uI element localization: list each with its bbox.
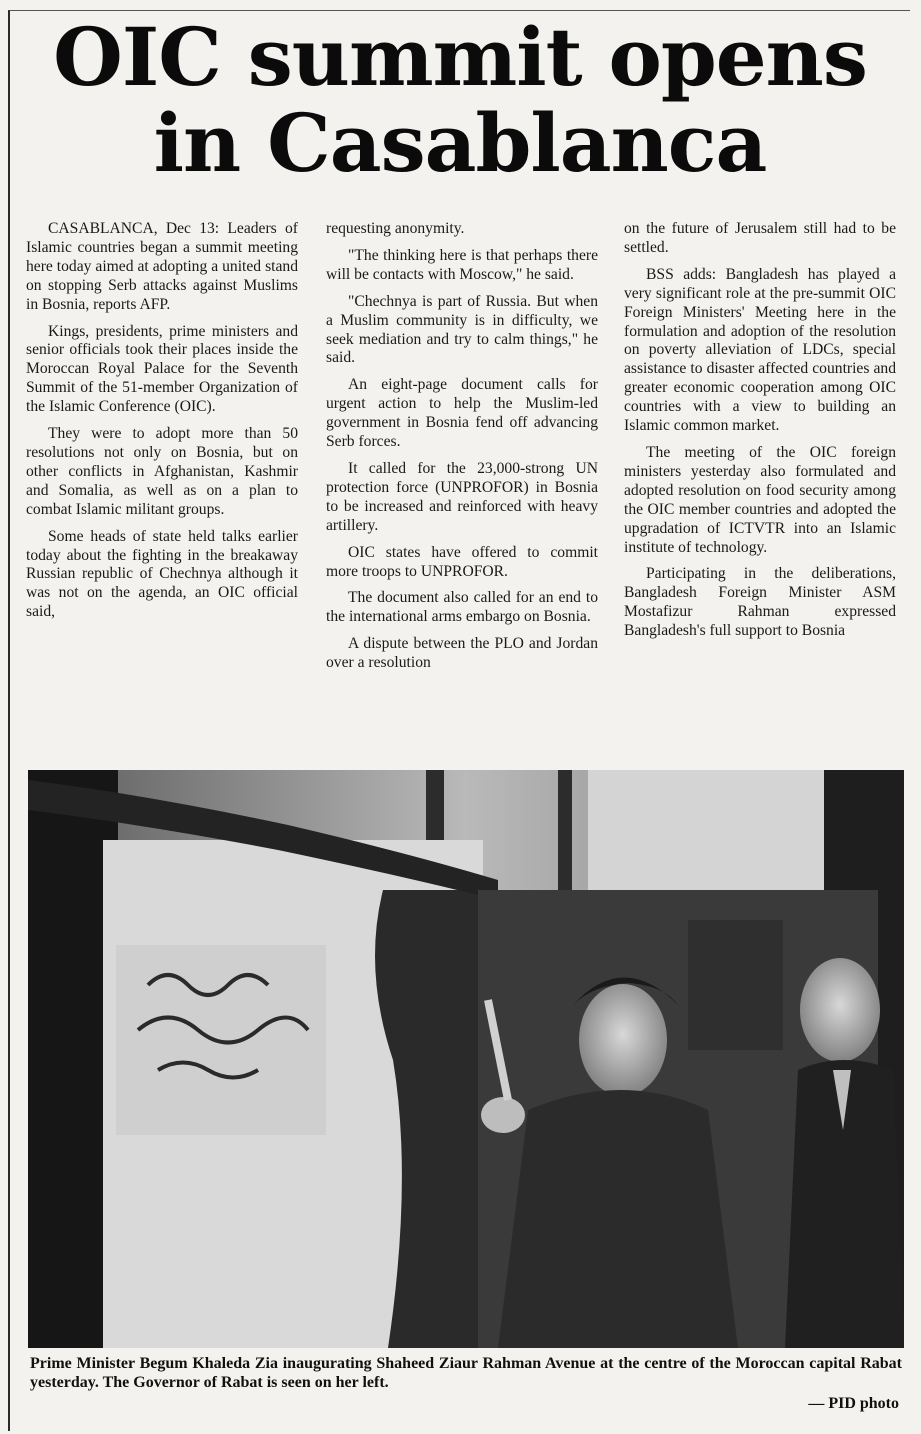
- paragraph: Participating in the deliberations, Bangladesh Foreign Minister ASM Mostafizur Rahman expressed Bangladesh's full support to Bosnia: [624, 565, 896, 640]
- news-photo: [28, 770, 904, 1348]
- paragraph: An eight-page document calls for urgent action to help the Muslim-led government in Bosnia fend off advancing Serb forces.: [326, 376, 598, 451]
- paragraph: The document also called for an end to the international arms embargo on Bosnia.: [326, 589, 598, 626]
- paragraph: Kings, presidents, prime ministers and senior officials took their places inside the Moroccan Royal Palace for the Seventh Summit of the 51-member Organization of the Islamic Conference (OIC).: [26, 322, 298, 416]
- paragraph: BSS adds: Bangladesh has played a very significant role at the pre-summit OIC Foreign Ministers' Meeting here in the formulation and adoption of the resolution on poverty alleviation of LDCs, special assistance to disaster affected countries and greater economic cooperation among OIC countries with a view to building an Islamic common market.: [624, 265, 896, 435]
- photo-caption: Prime Minister Begum Khaleda Zia inaugurating Shaheed Ziaur Rahman Avenue at the centre of the Moroccan capital Rabat yesterday. The Governor of Rabat is seen on her left.: [30, 1355, 902, 1391]
- headline-line-1: OIC summit opens: [53, 10, 867, 104]
- paragraph: OIC states have offered to commit more troops to UNPROFOR.: [326, 543, 598, 580]
- headline-line-2: in Casablanca: [153, 96, 767, 190]
- paragraph: Some heads of state held talks earlier today about the fighting in the breakaway Russian republic of Chechnya although it was not on the agenda, an OIC official said,: [26, 527, 298, 621]
- article-column-2: [326, 220, 598, 681]
- paragraph-continued: on the future of Jerusalem still had to be settled.: [624, 220, 896, 256]
- paragraph: A dispute between the PLO and Jordan over a resolution: [326, 635, 598, 672]
- article-column-1: [26, 220, 298, 630]
- headline: [20, 10, 900, 190]
- article-column-3: [624, 220, 896, 649]
- paragraph-continued: requesting anonymity.: [326, 220, 465, 237]
- paragraph: It called for the 23,000-strong UN protection force (UNPROFOR) in Bosnia to be increased and reinforced with heavy artillery.: [326, 459, 598, 534]
- paragraph: The meeting of the OIC foreign ministers yesterday also formulated and adopted resolution on food security among the OIC member countries and adopted the upgradation of ICTVTR into an Islamic institute of technology.: [624, 443, 896, 556]
- photo-credit: — PID photo: [808, 1395, 899, 1412]
- paragraph: "The thinking here is that perhaps there will be contacts with Moscow," he said.: [326, 246, 598, 283]
- paragraph: They were to adopt more than 50 resolutions not only on Bosnia, but on other conflicts in Afghanistan, Kashmir and Somalia, as well as on a plan to combat Islamic militant groups.: [26, 425, 298, 518]
- paragraph: "Chechnya is part of Russia. But when a Muslim community is in difficulty, we seek mediation and try to calm things," he said.: [326, 292, 598, 367]
- paragraph: CASABLANCA, Dec 13: Leaders of Islamic countries began a summit meeting here today aimed at adopting a united stand on stopping Serb attacks against Muslims in Bosnia, reports AFP.: [26, 220, 298, 313]
